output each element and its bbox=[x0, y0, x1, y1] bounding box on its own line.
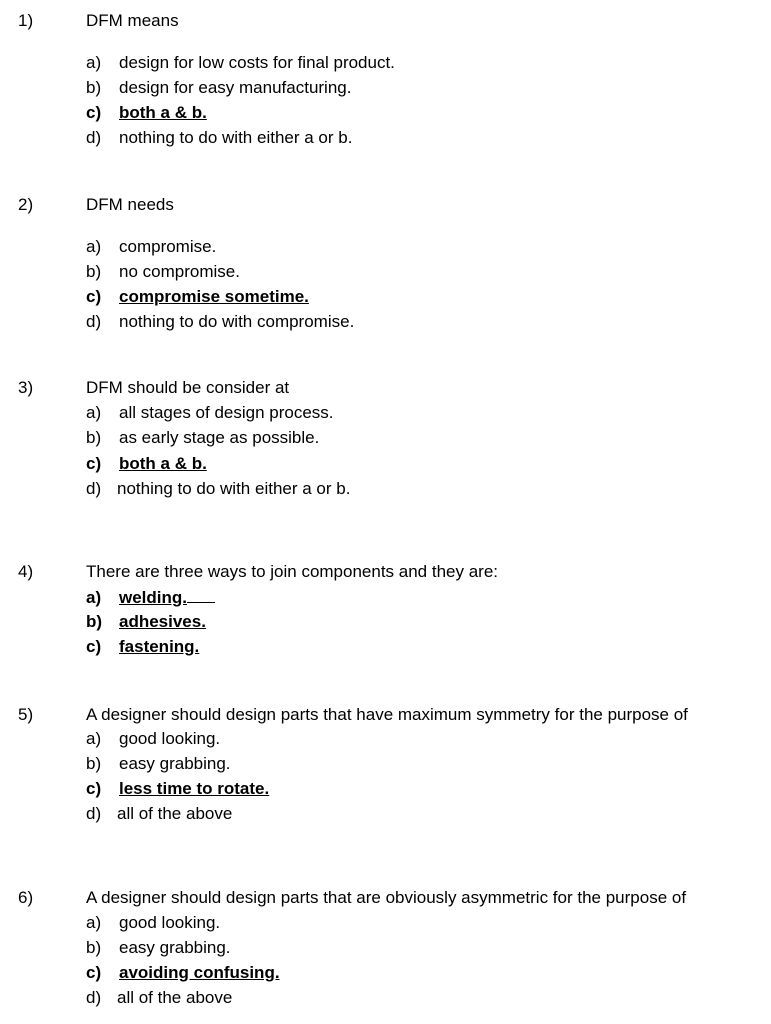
question-number: 6) bbox=[18, 888, 34, 907]
option-letter: d) bbox=[86, 804, 102, 823]
correct-answer-text: adhesives. bbox=[119, 612, 206, 631]
underline-blank bbox=[187, 588, 215, 603]
option-d bbox=[86, 989, 232, 1006]
option-b bbox=[86, 755, 231, 772]
option-letter: d) bbox=[86, 988, 102, 1007]
question-text: There are three ways to join components and they are: bbox=[86, 562, 499, 581]
option-a bbox=[86, 730, 220, 747]
option-c-correct bbox=[86, 964, 280, 981]
correct-answer-text: avoiding confusing. bbox=[119, 963, 280, 982]
option-letter: d) bbox=[86, 128, 102, 147]
option-letter: b) bbox=[86, 938, 102, 957]
option-c-correct bbox=[86, 288, 309, 305]
option-letter: c) bbox=[86, 779, 102, 798]
option-letter: b) bbox=[86, 78, 102, 97]
option-letter: c) bbox=[86, 963, 102, 982]
option-text: good looking. bbox=[119, 729, 221, 748]
option-c-correct bbox=[86, 455, 207, 472]
question-text: A designer should design parts that are obviously asymmetric for the purpose of bbox=[86, 888, 687, 907]
option-text: nothing to do with either a or b. bbox=[119, 128, 353, 147]
option-letter: a) bbox=[86, 53, 102, 72]
option-letter: b) bbox=[86, 612, 103, 631]
option-text: easy grabbing. bbox=[119, 938, 231, 957]
option-a bbox=[86, 404, 334, 421]
option-letter: a) bbox=[86, 913, 102, 932]
question-number: 1) bbox=[18, 11, 34, 30]
option-text: compromise. bbox=[119, 237, 217, 256]
option-text: design for easy manufacturing. bbox=[119, 78, 352, 97]
option-b bbox=[86, 429, 319, 446]
question-number: 4) bbox=[18, 562, 34, 581]
option-d bbox=[86, 805, 232, 822]
correct-answer-text: less time to rotate. bbox=[119, 779, 270, 798]
option-letter: a) bbox=[86, 588, 102, 607]
option-letter: a) bbox=[86, 237, 102, 256]
option-b bbox=[86, 939, 231, 956]
option-b bbox=[86, 263, 240, 280]
correct-answer-text: compromise sometime. bbox=[119, 287, 309, 306]
option-letter: c) bbox=[86, 637, 102, 656]
question-text: DFM should be consider at bbox=[86, 378, 290, 397]
option-letter: b) bbox=[86, 428, 102, 447]
option-letter: c) bbox=[86, 287, 102, 306]
correct-answer-text: fastening. bbox=[119, 637, 200, 656]
option-text: as early stage as possible. bbox=[119, 428, 320, 447]
correct-answer-text: both a & b. bbox=[119, 103, 207, 122]
option-c-correct bbox=[86, 104, 207, 121]
option-text: all of the above bbox=[117, 988, 233, 1007]
option-text: all of the above bbox=[117, 804, 233, 823]
option-letter: c) bbox=[86, 103, 102, 122]
option-c-correct bbox=[86, 780, 269, 797]
question-text: A designer should design parts that have maximum symmetry for the purpose of bbox=[86, 705, 688, 724]
option-letter: b) bbox=[86, 262, 102, 281]
option-letter: b) bbox=[86, 754, 102, 773]
question-text: DFM needs bbox=[86, 195, 174, 214]
correct-answer-text: welding. bbox=[119, 588, 187, 607]
option-a bbox=[86, 238, 216, 255]
option-d bbox=[86, 313, 354, 330]
option-letter: a) bbox=[86, 403, 102, 422]
option-letter: d) bbox=[86, 479, 102, 498]
correct-answer-text: both a & b. bbox=[119, 454, 207, 473]
option-d bbox=[86, 129, 352, 146]
option-letter: c) bbox=[86, 454, 102, 473]
option-b-correct bbox=[86, 613, 206, 630]
option-text: nothing to do with compromise. bbox=[119, 312, 355, 331]
option-text: nothing to do with either a or b. bbox=[117, 479, 351, 498]
option-text: no compromise. bbox=[119, 262, 240, 281]
option-c-correct bbox=[86, 638, 199, 655]
option-letter: d) bbox=[86, 312, 102, 331]
option-a bbox=[86, 914, 220, 931]
option-letter: a) bbox=[86, 729, 102, 748]
option-b bbox=[86, 79, 351, 96]
question-number: 2) bbox=[18, 195, 34, 214]
option-text: all stages of design process. bbox=[119, 403, 334, 422]
option-a bbox=[86, 54, 395, 71]
option-text: good looking. bbox=[119, 913, 221, 932]
question-number: 3) bbox=[18, 378, 34, 397]
option-d bbox=[86, 480, 350, 497]
question-text: DFM means bbox=[86, 11, 179, 30]
option-text: design for low costs for final product. bbox=[119, 53, 395, 72]
question-number: 5) bbox=[18, 705, 34, 724]
option-a-correct bbox=[86, 588, 215, 606]
option-text: easy grabbing. bbox=[119, 754, 231, 773]
